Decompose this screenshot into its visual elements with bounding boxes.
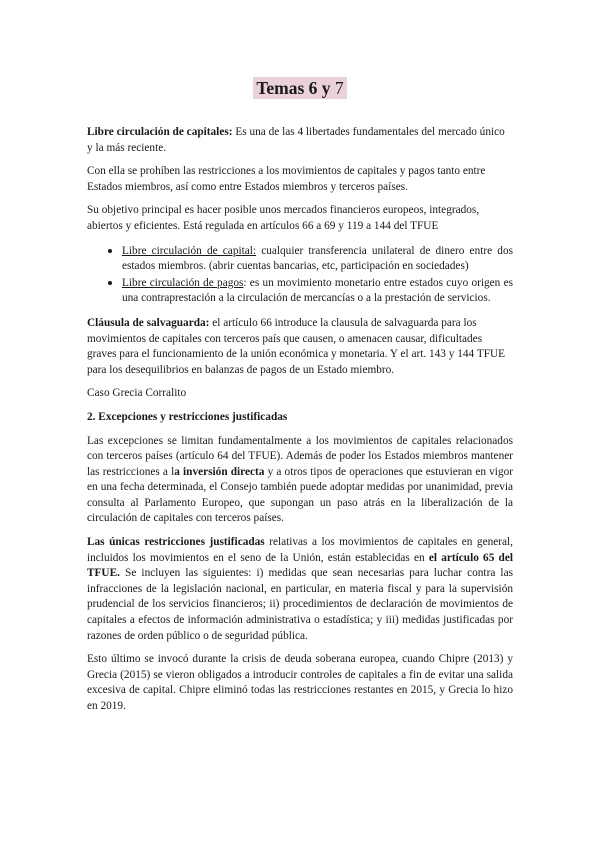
bullet-item-capital [122,243,513,275]
paragraph-crisis-deuda: Esto último se invocó durante la crisis de deuda soberana europea, cuando Chipre (2013) y Grecia (2015) se vieron obligados a introducir controles de capitales a fin de evitar una salida excesiva de capital. Chipre eliminó todas las restricciones restantes en 2015, y Grecia lo hizo en 2019. [87,653,513,712]
title-main: Temas 6 y [256,78,331,98]
paragraph-text: Es una de las 4 libertades fundamentales del mercado único y la más reciente. [87,126,505,154]
section-heading [87,410,513,426]
term-inversion-directa: a inversión directa [174,465,265,478]
bullet-label: Libre circulación de pagos [122,276,244,289]
paragraph-restricciones [87,535,513,644]
paragraph-caso-grecia: Caso Grecia Corralito [87,387,187,400]
paragraph-text: Las excepciones se limitan fundamentalmente a los movimientos de capitales relacionados con terceros países (artículo 64 del TFUE). Además de poder los Estados miembros mantener las restricciones a l [87,434,513,478]
section-heading-text: 2. Excepciones y restricciones justificadas [87,410,288,423]
term-restricciones: Las únicas restricciones justificadas [87,536,265,549]
title-wrap [0,77,600,99]
title-number: 7 [334,78,344,98]
page-title [253,77,346,99]
bullet-text: : es un movimiento monetario entre estados cuyo origen es una contraprestación a la circulación de mercancías o a la prestación de servicios. [122,276,513,305]
bullet-label: Libre circulación de capital: [122,244,257,257]
paragraph-prohibicion: Con ella se prohíben las restricciones a los movimientos de capitales y pagos tanto entre Estados miembros, así como entre Estados miembros y terceros países. [87,165,486,193]
paragraph-objetivo: Su objetivo principal es hacer posible unos mercados financieros europeos, integrados, abiertos y eficientes. Está regulada en artículos 66 a 69 y 119 a 144 del TFUE [87,204,480,232]
document-body [87,125,513,723]
bullet-text: cualquier transferencia unilateral de dinero entre dos estados miembros. (abrir cuentas bancarias, etc, participación en sociedades) [122,244,513,273]
term-libre-circulacion: Libre circulación de capitales: [87,126,233,138]
paragraph-libre-circulacion [87,125,513,156]
term-articulo-65: el artículo 65 del TFUE. [87,551,513,580]
term-salvaguarda: Cláusula de salvaguarda: [87,316,210,329]
paragraph-salvaguarda [87,316,513,378]
paragraph-text: y a otros tipos de operaciones que estuvieran en vigor en una fecha determinada, el Consejo también puede adoptar medidas por unanimidad, previa consulta al Parlamento Europeo, que supongan un paso atrás en la liberalización de la circulación de capitales con terceros países. [87,465,514,525]
paragraph-text: el artículo 66 introduce la clausula de salvaguarda para los movimientos de capitales con terceros país que causen, o amenacen causar, dificultades graves para el funcionamiento de la unión económica y monetaria. Y el art. 143 y 144 TFUE para los desequilibrios en balanzas de pagos de un Estado miembro. [87,316,506,376]
paragraph-excepciones [87,434,513,528]
paragraph-text: Se incluyen las siguientes: i) medidas que sean necesarias para luchar contra las infracciones de la legislación nacional, en particular, en materia fiscal y para la supervisión prudencial de los servicios financieros; ii) procedimientos de declaración de movimientos de capitales a efectos de información administrativa o estadística; y iii) medidas justificadas por razones de orden público o de seguridad pública. [87,567,513,642]
paragraph-text: relativas a los movimientos de capitales en general, incluidos los movimientos en el seno de la Unión, están establecidas en [87,536,513,564]
bullet-item-pagos [122,275,513,307]
bullet-list [87,243,513,307]
